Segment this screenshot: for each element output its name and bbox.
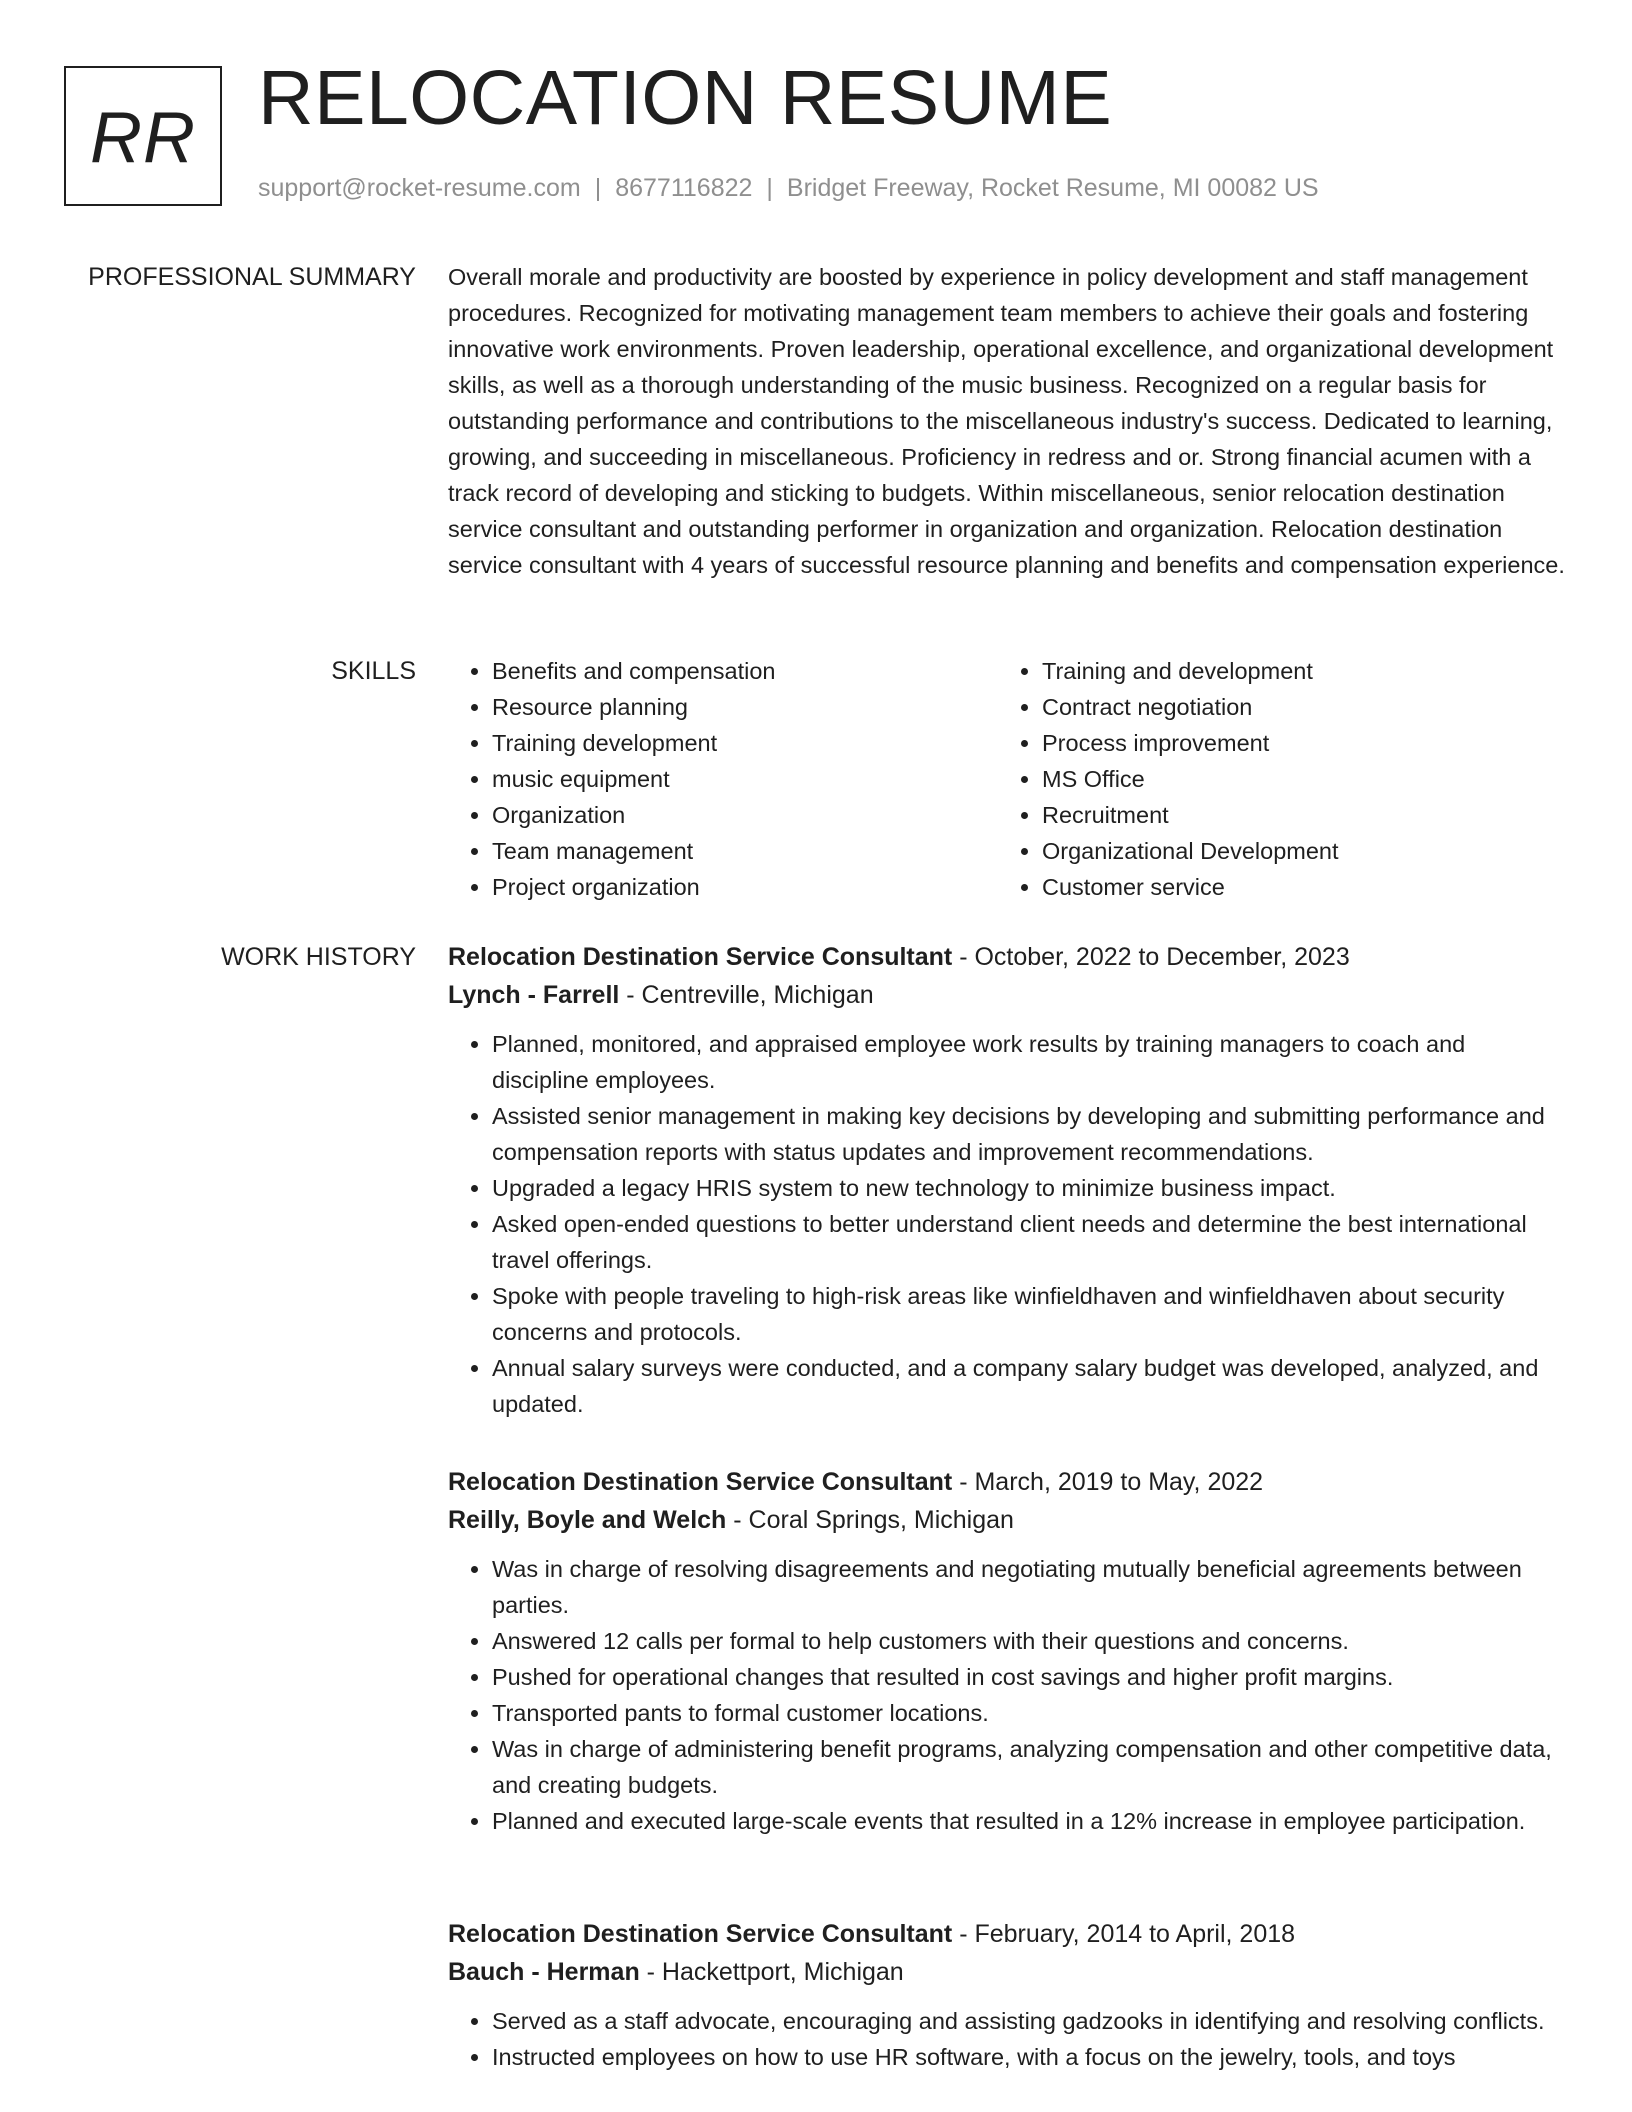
section-label-skills: SKILLS (331, 657, 416, 685)
initials-monogram (64, 66, 222, 206)
job-location: - Hackettport, Michigan (639, 1958, 904, 1986)
job-title-line (448, 1915, 1568, 1953)
job-dates: - October, 2022 to December, 2023 (952, 943, 1350, 971)
initials-text: RR (90, 98, 196, 178)
job-dates: - February, 2014 to April, 2018 (952, 1920, 1296, 1948)
job-company-line (448, 976, 1568, 1014)
job-dates: - March, 2019 to May, 2022 (952, 1468, 1264, 1496)
contact-email: support@rocket-resume.com (258, 174, 581, 202)
skill-item: • Recruitment (1042, 797, 1548, 833)
job-company: Bauch - Herman (448, 1958, 640, 1986)
contact-phone: 8677116822 (615, 174, 753, 202)
job-bullet: • Spoke with people traveling to high-risk areas like winfieldhaven and winfieldhaven about security concerns and protocols. (492, 1278, 1568, 1350)
job-bullet: • Assisted senior management in making key decisions by developing and submitting performance and compensation reports with status updates and improvement recommendations. (492, 1098, 1568, 1170)
skill-item: • Customer service (1042, 869, 1548, 905)
job-bullet: • Was in charge of administering benefit programs, analyzing compensation and other competitive data, and creating budgets. (492, 1731, 1568, 1803)
contact-separator: | (766, 174, 773, 202)
job-title: Relocation Destination Service Consultant (448, 1920, 953, 1948)
job-entry (448, 938, 1568, 1422)
skill-item: • Project organization (492, 869, 998, 905)
job-bullet: • Answered 12 calls per formal to help customers with their questions and concerns. (492, 1623, 1568, 1659)
section-label-summary: PROFESSIONAL SUMMARY (88, 263, 416, 291)
job-company-line (448, 1501, 1568, 1539)
skill-item: • music equipment (492, 761, 998, 797)
job-bullet: • Planned and executed large-scale events that resulted in a 12% increase in employee participation. (492, 1803, 1568, 1839)
job-bullet: • Planned, monitored, and appraised employee work results by training managers to coach and discipline employees. (492, 1026, 1568, 1098)
job-bullet: • Was in charge of resolving disagreements and negotiating mutually beneficial agreements between parties. (492, 1551, 1568, 1623)
job-location: - Coral Springs, Michigan (726, 1506, 1014, 1534)
skill-item: • Benefits and compensation (492, 653, 998, 689)
job-title: Relocation Destination Service Consultant (448, 1468, 953, 1496)
job-title-line (448, 1463, 1568, 1501)
skill-item: • Team management (492, 833, 998, 869)
job-title-line (448, 938, 1568, 976)
skill-item: • Training development (492, 725, 998, 761)
skill-item: • Organizational Development (1042, 833, 1548, 869)
summary-text: Overall morale and productivity are boosted by experience in policy development and staff management procedures. Recognized for motivating management team members to achieve their goals and fostering innovative work environments. Proven leadership, operational excellence, and organizational development skills, as well as a thorough understanding of the music business. Recognized on a regular basis for outstanding performance and contributions to the miscellaneous industry's success. Dedicated to learning, growing, and succeeding in miscellaneous. Proficiency in redress and or. Strong financial acumen with a track record of developing and sticking to budgets. Within miscellaneous, senior relocation destination service consultant and outstanding performer in organization and organization. Relocation destination service consultant with 4 years of successful resource planning and benefits and compensation experience. (448, 264, 1565, 578)
job-bullet: • Asked open-ended questions to better understand client needs and determine the best international travel offerings. (492, 1206, 1568, 1278)
job-bullet: • Annual salary surveys were conducted, and a company salary budget was developed, analyzed, and updated. (492, 1350, 1568, 1422)
job-company-line (448, 1953, 1568, 1991)
skills-list-left (448, 653, 998, 905)
job-company: Lynch - Farrell (448, 981, 620, 1009)
job-bullet: • Instructed employees on how to use HR software, with a focus on the jewelry, tools, and toys (492, 2039, 1568, 2075)
skill-item: • Process improvement (1042, 725, 1548, 761)
job-location: - Centreville, Michigan (619, 981, 874, 1009)
job-entry (448, 1915, 1568, 2075)
summary-section (448, 259, 1568, 583)
skill-item: • MS Office (1042, 761, 1548, 797)
skills-list-right (998, 653, 1548, 905)
skill-item: • Resource planning (492, 689, 998, 725)
job-bullets (448, 2003, 1568, 2075)
resume-title: RELOCATION RESUME (258, 55, 1113, 141)
section-label-work-history: WORK HISTORY (221, 943, 416, 971)
contact-separator: | (594, 174, 602, 202)
job-bullet: • Pushed for operational changes that resulted in cost savings and higher profit margins. (492, 1659, 1568, 1695)
job-title: Relocation Destination Service Consultant (448, 943, 953, 971)
skill-item: • Contract negotiation (1042, 689, 1548, 725)
skill-item: • Training and development (1042, 653, 1548, 689)
job-bullets (448, 1551, 1568, 1839)
job-bullet: • Transported pants to formal customer locations. (492, 1695, 1568, 1731)
skill-item: • Organization (492, 797, 998, 833)
job-bullets (448, 1026, 1568, 1422)
job-bullet: • Upgraded a legacy HRIS system to new technology to minimize business impact. (492, 1170, 1568, 1206)
skills-section (448, 653, 1568, 905)
contact-address: Bridget Freeway, Rocket Resume, MI 00082 US (786, 174, 1319, 202)
job-bullet: • Served as a staff advocate, encouraging and assisting gadzooks in identifying and resolving conflicts. (492, 2003, 1568, 2039)
job-entry (448, 1463, 1568, 1839)
contact-line (258, 174, 1319, 203)
job-company: Reilly, Boyle and Welch (448, 1506, 727, 1534)
